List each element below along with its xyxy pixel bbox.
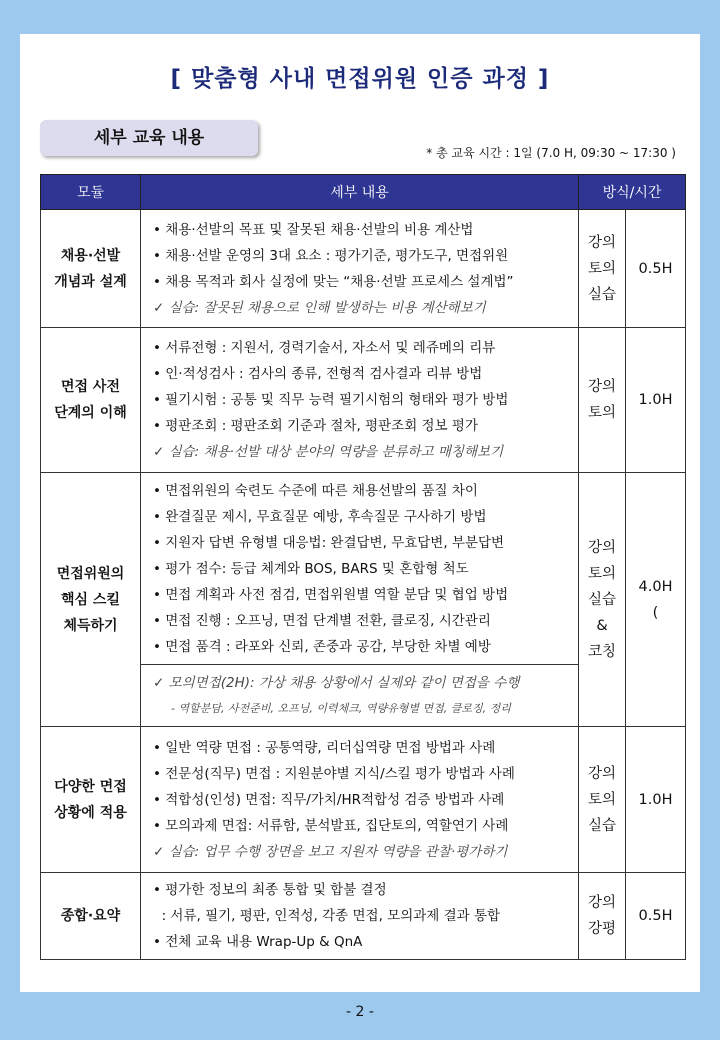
- time-cell: 0.5H: [626, 210, 686, 328]
- practice-subitem: - 역할분담, 사전준비, 오프닝, 이력체크, 역량유형별 면접, 클로징, 정리: [171, 701, 511, 715]
- detail-cell: [141, 210, 579, 328]
- table-row: [41, 328, 686, 473]
- list-item: • 완결질문 제시, 무효질문 예방, 후속질문 구사하기 방법: [153, 508, 487, 525]
- page-number: - 2 -: [346, 1004, 374, 1020]
- table-header-row: [41, 175, 686, 210]
- time-cell: 0.5H: [626, 873, 686, 960]
- curriculum-table: [40, 174, 686, 960]
- list-item: : 서류, 필기, 평판, 인적성, 각종 면접, 모의과제 결과 통합: [153, 908, 501, 924]
- practice-item: ✓ 실습: 채용·선발 대상 분야의 역량을 분류하고 매칭해보기: [153, 444, 504, 460]
- method-cell: 강의 토의 실습 & 코칭: [579, 473, 626, 727]
- list-item: • 전문성(직무) 면접 : 지원분야별 지식/스킬 평가 방법과 사례: [153, 765, 515, 782]
- header-detail: 세부 내용: [141, 175, 579, 210]
- list-item: • 지원자 답변 유형별 대응법: 완결답변, 무효답변, 부분답변: [153, 534, 505, 551]
- list-item: • 채용·선발 운영의 3대 요소 : 평가기준, 평가도구, 면접위원: [153, 247, 509, 264]
- list-item: • 평가한 정보의 최종 통합 및 합불 결정: [153, 882, 387, 898]
- module-cell: 면접위원의 핵심 스킬 체득하기: [41, 473, 141, 727]
- detail-cell: [141, 473, 579, 665]
- method-cell: 강의 토의 실습: [579, 727, 626, 873]
- list-item: • 면접 진행 : 오프닝, 면접 단계별 전환, 클로징, 시간관리: [153, 612, 491, 629]
- method-cell: 강의 강평: [579, 873, 626, 960]
- list-item: • 서류전형 : 지원서, 경력기술서, 자소서 및 레쥬메의 리뷰: [153, 340, 496, 356]
- method-cell: 강의 토의: [579, 328, 626, 473]
- total-time-note: * 총 교육 시간 : 1일 (7.0 H, 09:30 ~ 17:30 ): [426, 146, 676, 160]
- header-module: 모듈: [41, 175, 141, 210]
- list-item: • 인·적성검사 : 검사의 종류, 전형적 검사결과 리뷰 방법: [153, 366, 483, 382]
- practice-item: ✓ 모의면접(2H): 가상 채용 상황에서 실제와 같이 면접을 수행: [153, 674, 520, 691]
- list-item: • 필기시험 : 공통 및 직무 능력 필기시험의 형태와 평가 방법: [153, 392, 509, 408]
- section-label: 세부 교육 내용: [40, 120, 258, 156]
- table-row: [41, 210, 686, 328]
- detail-cell: [141, 328, 579, 473]
- detail-cell: [141, 873, 579, 960]
- practice-item: ✓ 실습: 업무 수행 장면을 보고 지원자 역량을 관찰·평가하기: [153, 843, 508, 860]
- module-cell: 다양한 면접 상황에 적용: [41, 727, 141, 873]
- module-cell: 면접 사전 단계의 이해: [41, 328, 141, 473]
- detail-cell: [141, 727, 579, 873]
- method-cell: 강의 토의 실습: [579, 210, 626, 328]
- table-row: [41, 473, 686, 665]
- list-item: • 평가 점수: 등급 체계와 BOS, BARS 및 혼합형 척도: [153, 560, 469, 577]
- time-cell: 4.0H (: [626, 473, 686, 727]
- practice-item: ✓ 실습: 잘못된 채용으로 인해 발생하는 비용 계산해보기: [153, 299, 486, 316]
- module-cell: 종합·요약: [41, 873, 141, 960]
- module-cell: 채용·선발 개념과 설계: [41, 210, 141, 328]
- list-item: • 면접 계획과 사전 점검, 면접위원별 역할 분담 및 협업 방법: [153, 586, 509, 603]
- list-item: • 모의과제 면접: 서류함, 분석발표, 집단토의, 역할연기 사례: [153, 817, 509, 834]
- time-cell: 1.0H: [626, 328, 686, 473]
- list-item: • 면접위원의 숙련도 수준에 따른 채용선발의 품질 차이: [153, 482, 478, 499]
- list-item: • 면접 품격 : 라포와 신뢰, 존중과 공감, 부당한 차별 예방: [153, 638, 491, 655]
- list-item: • 적합성(인성) 면접: 직무/가치/HR적합성 검증 방법과 사례: [153, 791, 505, 808]
- list-item: • 일반 역량 면접 : 공통역량, 리더십역량 면접 방법과 사례: [153, 739, 496, 756]
- time-cell: 1.0H: [626, 727, 686, 873]
- list-item: • 평판조회 : 평판조회 기준과 절차, 평판조회 정보 평가: [153, 418, 478, 434]
- document-page: [20, 34, 700, 992]
- table-row: [41, 727, 686, 873]
- list-item: • 전체 교육 내용 Wrap-Up & QnA: [153, 934, 363, 950]
- table-row: [41, 873, 686, 960]
- list-item: • 채용·선발의 목표 및 잘못된 채용·선발의 비용 계산법: [153, 221, 474, 238]
- list-item: • 채용 목적과 회사 실정에 맞는 “채용·선발 프로세스 설계법”: [153, 273, 514, 290]
- page-title: [ 맞춤형 사내 면접위원 인증 과정 ]: [170, 66, 550, 92]
- practice-cell: [141, 665, 579, 727]
- header-method: 방식/시간: [579, 175, 686, 210]
